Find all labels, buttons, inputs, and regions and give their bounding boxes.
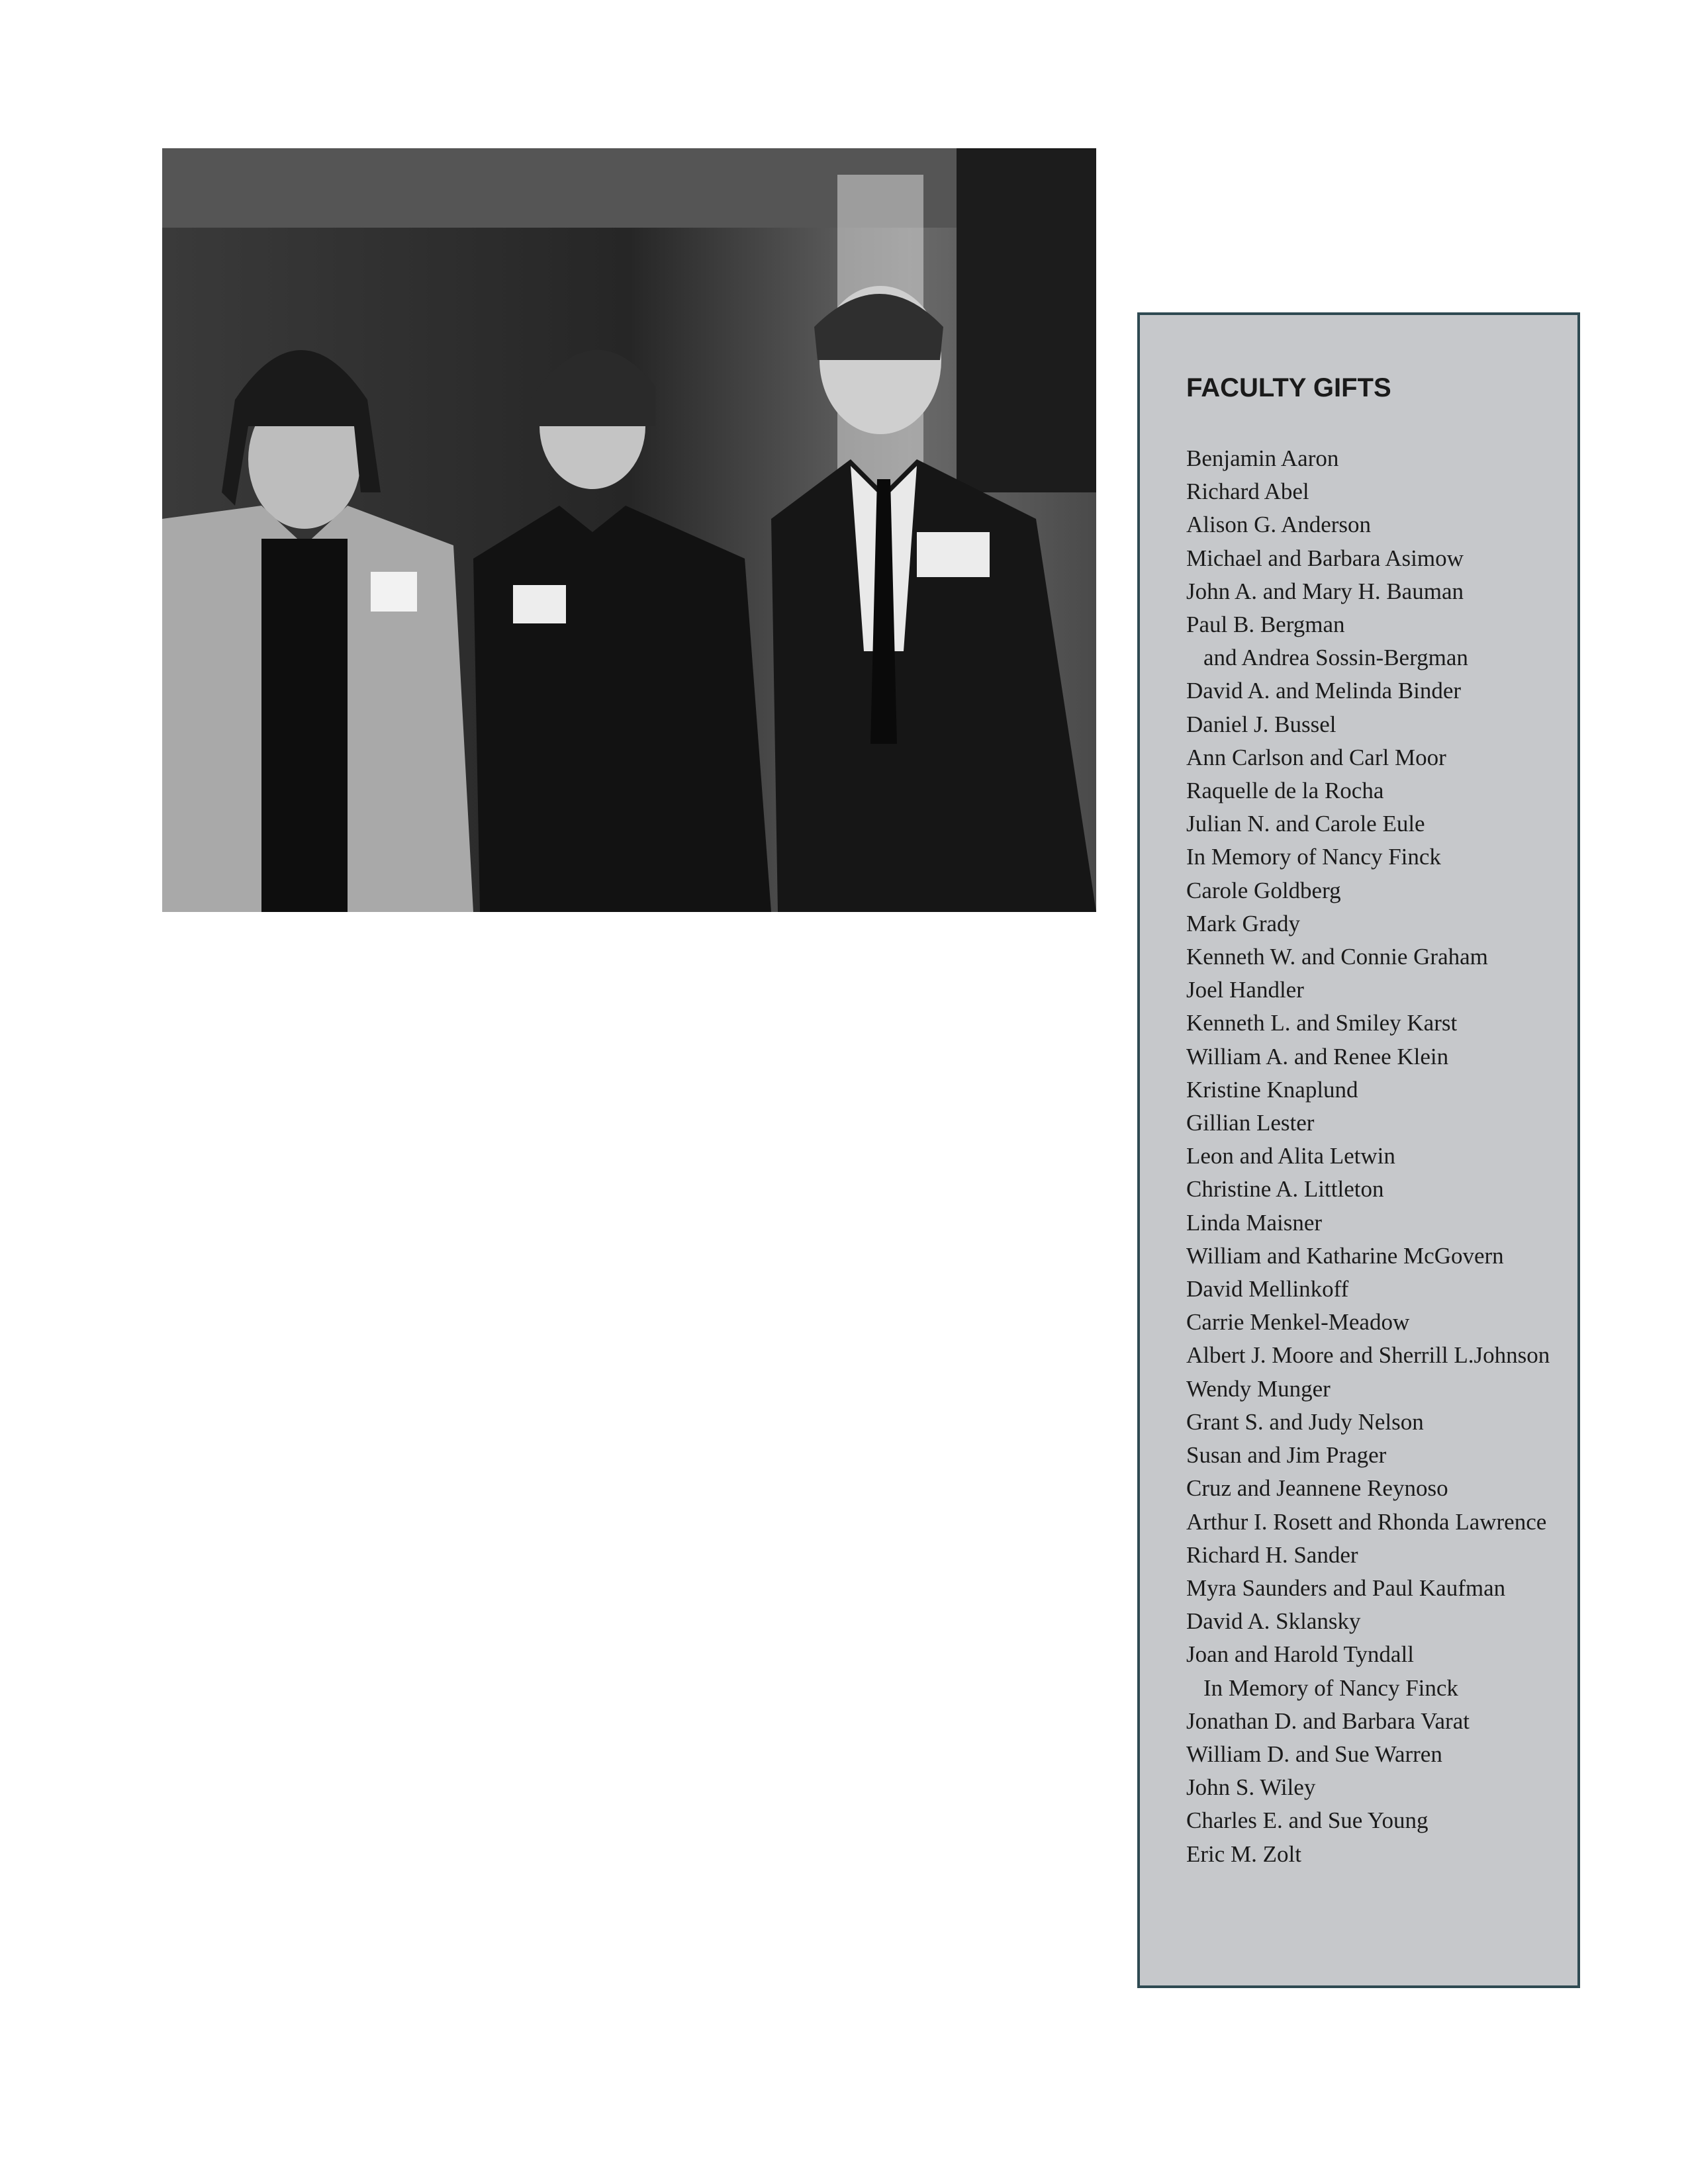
donor-list <box>1186 442 1550 1871</box>
donor-name: Paul B. Bergman <box>1186 612 1345 638</box>
donor-name: William and Katharine McGovern <box>1186 1242 1504 1269</box>
donor-name: David Mellinkoff <box>1186 1276 1349 1302</box>
donor-name: Raquelle de la Rocha <box>1186 778 1384 804</box>
donor-name: Kristine Knaplund <box>1186 1076 1358 1103</box>
donor-name: Albert J. Moore and Sherrill L.Johnson <box>1186 1342 1550 1369</box>
donor-name: Michael and Barbara Asimow <box>1186 545 1464 571</box>
donor-name: Charles E. and Sue Young <box>1186 1807 1429 1834</box>
donor-name: David A. Sklansky <box>1186 1608 1361 1635</box>
donor-name: Joel Handler <box>1186 977 1304 1003</box>
donor-name: Kenneth L. and Smiley Karst <box>1186 1010 1458 1036</box>
donor-name: David A. and Melinda Binder <box>1186 678 1462 704</box>
donor-name: Ann Carlson and Carl Moor <box>1186 744 1446 770</box>
donor-name: In Memory of Nancy Finck <box>1203 1674 1458 1701</box>
donor-name: Myra Saunders and Paul Kaufman <box>1186 1574 1506 1601</box>
donor-name: Julian N. and Carole Eule <box>1186 811 1425 837</box>
event-photo-illustration <box>162 148 1096 912</box>
donor-name: Joan and Harold Tyndall <box>1186 1641 1414 1668</box>
donor-name: John S. Wiley <box>1186 1774 1316 1801</box>
donor-name: Richard Abel <box>1186 478 1309 505</box>
donor-name: Gillian Lester <box>1186 1110 1315 1136</box>
donor-name: Cruz and Jeannene Reynoso <box>1186 1475 1448 1502</box>
event-photo <box>162 148 1096 912</box>
donor-name: Susan and Jim Prager <box>1186 1442 1387 1469</box>
donor-name: Eric M. Zolt <box>1186 1841 1301 1867</box>
donor-name: Richard H. Sander <box>1186 1541 1358 1568</box>
donor-name: John A. and Mary H. Bauman <box>1186 578 1464 604</box>
donor-name: Wendy Munger <box>1186 1375 1331 1402</box>
donor-name: William D. and Sue Warren <box>1186 1741 1442 1767</box>
donor-name: Kenneth W. and Connie Graham <box>1186 944 1488 970</box>
donor-name: Carole Goldberg <box>1186 877 1341 903</box>
donor-name: Benjamin Aaron <box>1186 445 1339 471</box>
donor-name: In Memory of Nancy Finck <box>1186 844 1441 870</box>
donor-name: Jonathan D. and Barbara Varat <box>1186 1707 1470 1734</box>
donor-name: Leon and Alita Letwin <box>1186 1143 1395 1169</box>
donor-name: Linda Maisner <box>1186 1209 1323 1236</box>
donor-name: William A. and Renee Klein <box>1186 1043 1449 1069</box>
donor-name: Alison G. Anderson <box>1186 512 1372 538</box>
donor-name: Arthur I. Rosett and Rhonda Lawrence <box>1186 1508 1547 1535</box>
faculty-gifts-panel <box>1137 312 1580 1988</box>
donor-name: Daniel J. Bussel <box>1186 711 1336 737</box>
panel-title: FACULTY GIFTS <box>1186 373 1391 402</box>
donor-name: and Andrea Sossin-Bergman <box>1203 645 1468 671</box>
donor-name: Mark Grady <box>1186 910 1301 936</box>
donor-name: Christine A. Littleton <box>1186 1176 1384 1203</box>
donor-name: Grant S. and Judy Nelson <box>1186 1408 1424 1435</box>
donor-name: Carrie Menkel-Meadow <box>1186 1309 1410 1336</box>
